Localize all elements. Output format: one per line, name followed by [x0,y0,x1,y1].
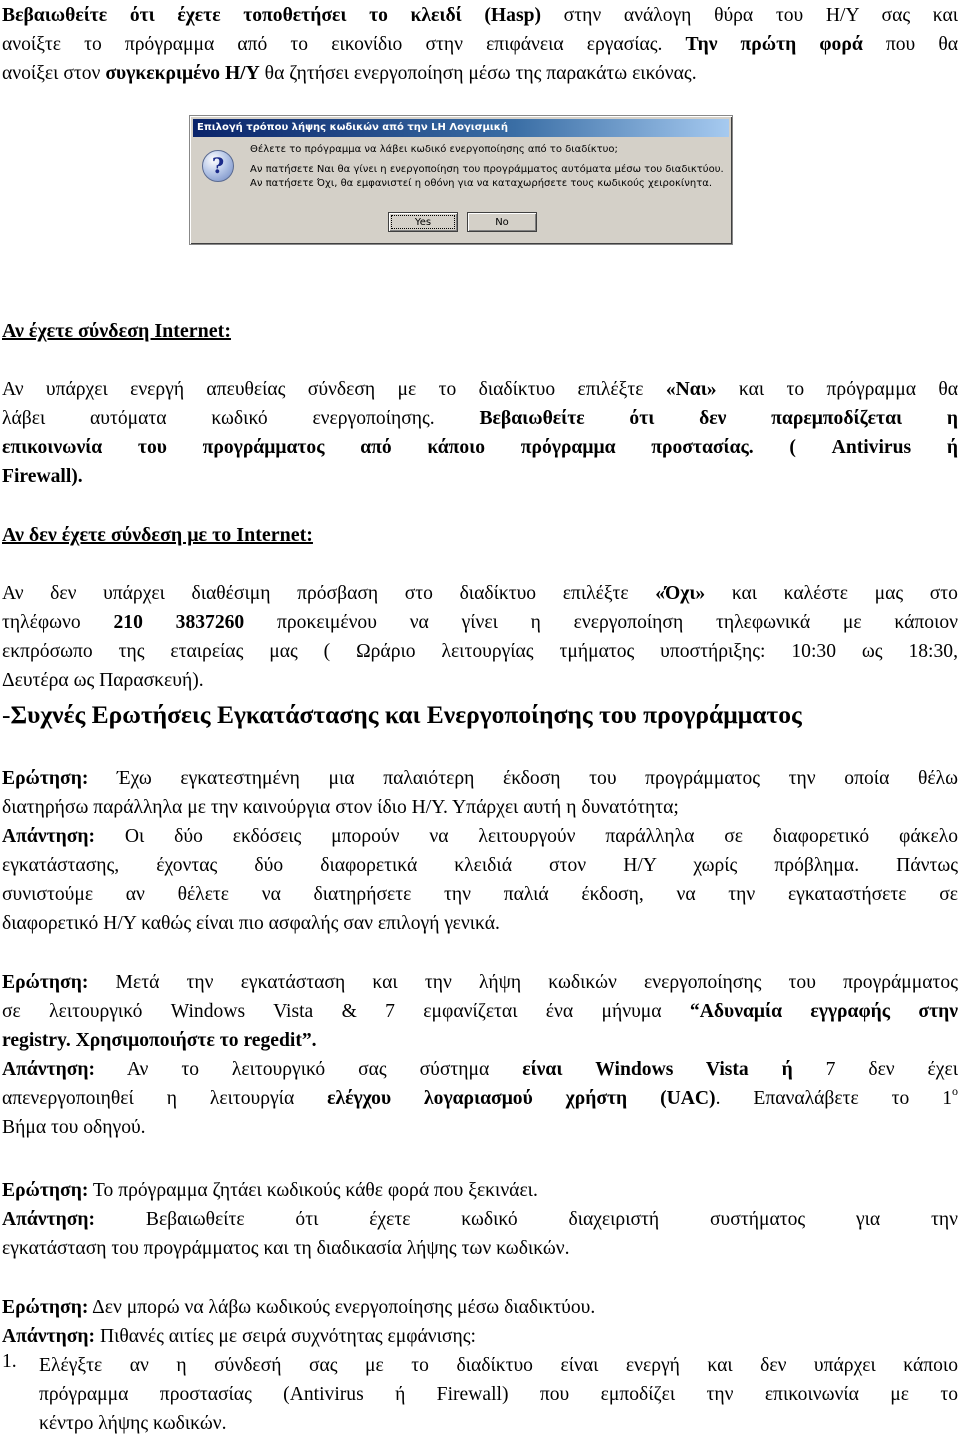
faq-title-block [2,699,958,731]
question-text: Δεν μπορώ να λάβω κωδικούς ενεργοποίησης μέσω διαδικτύου. [88,1297,596,1318]
list-text: Ελέγξτε αν η σύνδεσή σας με το διαδίκτυο είναι ενεργή και δεν υπάρχει κάποιο [39,1355,958,1376]
list-item [2,1351,958,1438]
question-text: διατηρήσω παράλληλα με την καινούργια στον ίδιο Η/Υ. Υπάρχει αυτή η δυνατότητα; [2,797,679,818]
body-text: λάβει αυτόματα κωδικό ενεργοποίησης. [2,408,480,429]
answer-label: Απάντηση: [2,1326,96,1347]
body-text: Βεβαιωθείτε ότι δεν παρεμποδίζεται η [479,408,958,429]
intro-text: στην ανάλογη θύρα του Η/Υ σας και [541,5,958,26]
body-text: και το πρόγραμμα θα [716,379,958,400]
no-internet-section [2,521,958,695]
list-text: κέντρο λήψης κωδικών. [39,1413,227,1434]
intro-text: που θα [862,34,958,55]
faq-item-1 [2,764,958,938]
body-text: επικοινωνία του προγράμματος από κάποιο πρόγραμμα προστασίας. ( Antivirus ή [2,437,958,458]
answer-text: Βήμα του οδηγού. [2,1117,146,1138]
intro-text: συγκεκριμένο Η/Υ [105,63,260,84]
no-button[interactable]: No [467,212,537,232]
answer-text: Αν το λειτουργικό σας σύστημα [95,1059,523,1080]
faq-item-2 [2,968,958,1142]
no-internet-heading: Αν δεν έχετε σύνδεση με το Internet: [2,524,313,546]
list-text: πρόγραμμα προστασίας (Antivirus ή Firewall) που εμποδίζει την επικοινωνία με το [39,1384,958,1405]
answer-text: Βεβαιωθείτε ότι έχετε κωδικό διαχειριστή συστήματος για την [95,1209,958,1230]
faq-item-3 [2,1176,958,1263]
answer-text: απενεργοποιηθεί η λειτουργία [2,1088,328,1109]
answer-label: Απάντηση: [2,1209,96,1230]
question-text: “Αδυναμία εγγραφής στην [689,1001,958,1022]
dialog-message [250,143,726,191]
answer-text: Πιθανές αιτίες με σειρά συχνότητας εμφάνισης: [95,1326,476,1347]
answer-label: Απάντηση: [2,826,96,847]
phone-number: 210 3837260 [113,612,245,633]
answer-label: Απάντηση: [2,1059,96,1080]
question-label: Ερώτηση: [2,1297,89,1318]
dialog-message-line: Αν πατήσετε Ναι θα γίνει η ενεργοποίηση του προγράμματος αυτόματα μέσω του διαδικτύου. [250,164,724,175]
answer-text: ελέγχου λογαριασμού χρήστη (UAC) [327,1088,716,1109]
question-label: Ερώτηση: [2,1180,89,1201]
body-text: Αν υπάρχει ενεργή απευθείας σύνδεση με το διαδίκτυο επιλέξτε [2,379,666,400]
body-text: Αν δεν υπάρχει διαθέσιμη πρόσβαση στο διαδίκτυο επιλέξτε [2,583,656,604]
dialog-title: Επιλογή τρόπου λήψης κωδικών από την LH Λογισμική [193,119,729,137]
question-label: Ερώτηση: [2,972,89,993]
answer-text: διαφορετικό Η/Υ καθώς είναι πιο ασφαλής σαν επιλογή γενικά. [2,913,500,934]
intro-text: θα ζητήσει ενεργοποίηση μέσω της παρακάτω εικόνας. [259,63,697,84]
question-text: Μετά την εγκατάσταση και την λήψη κωδικών ενεργοποίησης του προγράμματος [88,972,958,993]
body-text: προκειμένου να γίνει η ενεργοποίηση τηλεφωνικά με κάποιον [244,612,959,633]
body-text: «Ναι» [665,379,717,400]
answer-text: Οι δύο εκδόσεις μπορούν να λειτουργούν παράλληλα σε διαφορετικό φάκελο [95,826,958,847]
body-text: και καλέστε μας στο [705,583,958,604]
superscript: ο [952,1084,958,1098]
question-text: Έχω εγκατεστημένη μια παλαιότερη έκδοση του προγράμματος την οποία θέλω [88,768,958,789]
list-number: 1. [2,1351,17,1372]
faq-item-4 [2,1293,958,1438]
question-label: Ερώτηση: [2,768,89,789]
intro-text: ανοίξτε το πρόγραμμα από το εικονίδιο στην επιφάνεια εργασίας. [2,34,686,55]
dialog-message-line: Αν πατήσετε Όχι, θα εμφανιστεί η οθόνη για να καταχωρήσετε τους κωδικούς χειροκίνητα. [250,178,713,189]
yes-button[interactable]: Yes [388,212,458,232]
activation-dialog [189,115,733,245]
answer-text: συνιστούμε αν θέλετε να διατηρήσετε την παλιά έκδοση, να την εγκαταστήσετε σε [2,884,958,905]
faq-title: Συχνές Ερωτήσεις Εγκατάστασης και Ενεργοποίησης του προγράμματος [10,700,802,729]
question-icon: ? [202,150,234,182]
internet-heading: Αν έχετε σύνδεση Internet: [2,320,231,342]
answer-text: εγκατάστασης, έχοντας δύο διαφορετικά κλειδιά στον Η/Υ χωρίς πρόβλημα. Πάντως [2,855,958,876]
faq-dash: - [2,700,11,729]
body-text: «Όχι» [655,583,706,604]
question-text: Το πρόγραμμα ζητάει κωδικούς κάθε φορά που ξεκινάει. [88,1180,538,1201]
body-text: Δευτέρα ως Παρασκευή). [2,670,204,691]
answer-text: . Επαναλάβετε το 1 [715,1088,952,1109]
internet-section [2,317,958,491]
intro-text: ανοίξει στον [2,63,106,84]
intro-text: Την πρώτη φορά [685,34,863,55]
question-text: σε λειτουργικό Windows Vista & 7 εμφανίζεται ένα μήνυμα [2,1001,690,1022]
body-text: Firewall). [2,466,83,487]
dialog-message-line: Θέλετε το πρόγραμμα να λάβει κωδικό ενεργοποίησης από το διαδίκτυο; [250,144,618,155]
body-text: τηλέφωνο [2,612,114,633]
intro-text: Βεβαιωθείτε ότι έχετε τοποθετήσει το κλειδί (Hasp) [2,5,541,26]
question-text: registry. Χρησιμοποιήστε το regedit”. [2,1030,317,1051]
answer-text: είναι Windows Vista ή [522,1059,793,1080]
body-text: εκπρόσωπο της εταιρείας μας ( Ωράριο λειτουργίας τμήματος υποστήριξης: 10:30 ως 18:30, [2,641,958,662]
intro-paragraph [2,1,958,88]
answer-text: εγκατάσταση του προγράμματος και τη διαδικασία λήψης των κωδικών. [2,1238,570,1259]
answer-text: 7 δεν έχει [792,1059,958,1080]
